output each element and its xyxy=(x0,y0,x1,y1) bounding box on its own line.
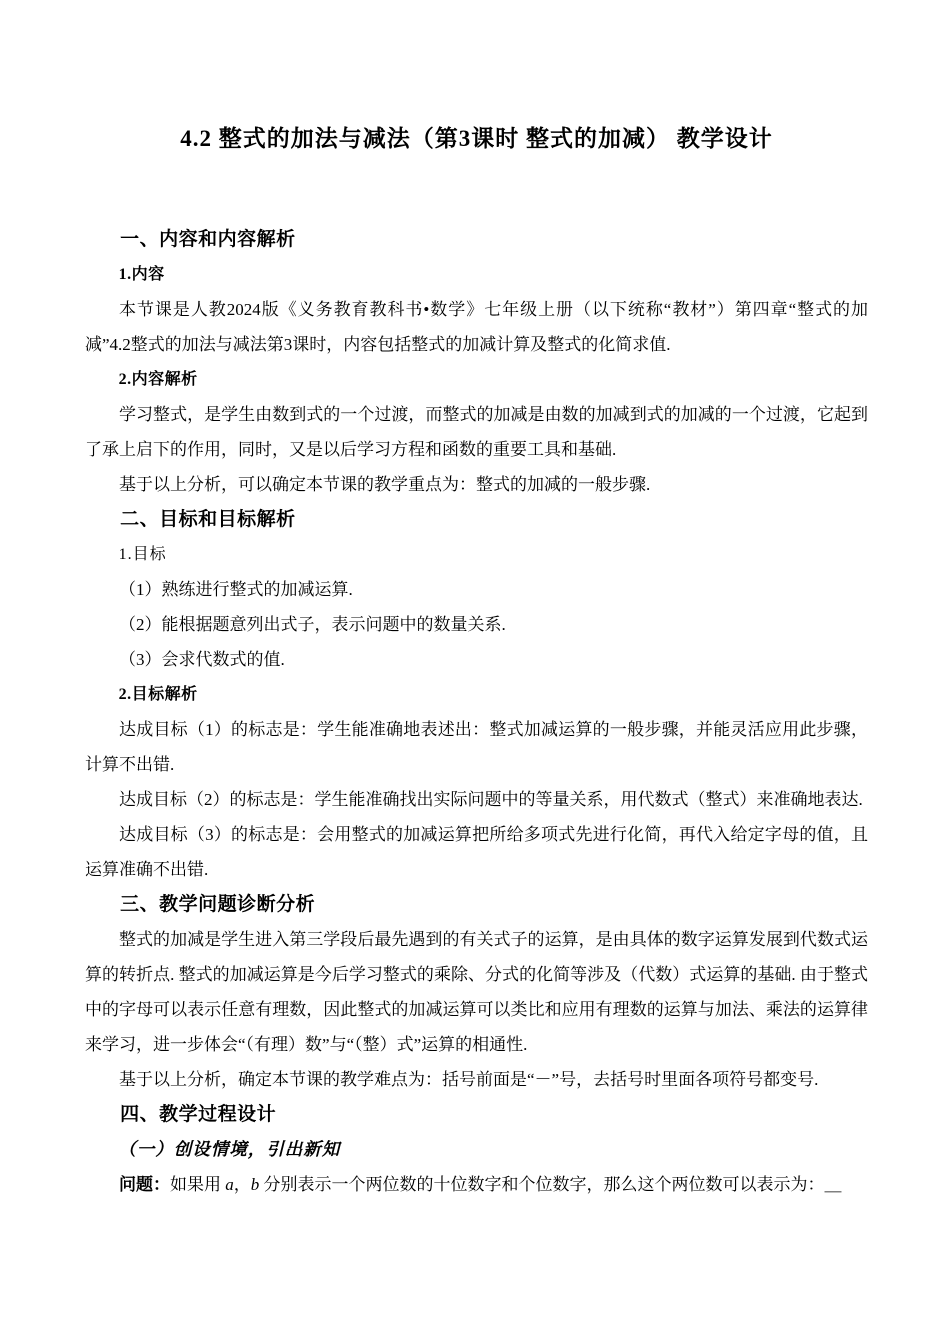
heading-section-4: 四、教学过程设计 xyxy=(120,1104,277,1125)
para-question xyxy=(85,1167,868,1202)
para-goal-analysis-2: 达成目标（2）的标志是：学生能准确找出实际问题中的等量关系，用代数式（整式）来准确地表达. xyxy=(119,790,863,809)
bold-run: 问题： xyxy=(119,1175,170,1194)
para-goal-analysis-1: 达成目标（1）的标志是：学生能准确地表述出：整式加减运算的一般步骤，并能灵活应用此步骤，计算不出错. xyxy=(85,720,868,774)
para-content: 本节课是人教2024版《义务教育教科书•数学》七年级上册（以下统称“教材”）第四章“整式的加减”4.2整式的加法与减法第3课时，内容包括整式的加减计算及整式的化简求值. xyxy=(85,300,868,354)
math-variable: b xyxy=(250,1175,260,1194)
para-difficulty: 基于以上分析，确定本节课的教学难点为：括号前面是“－”号，去括号时里面各项符号都变号. xyxy=(119,1070,819,1089)
para-analysis-1: 学习整式，是学生由数到式的一个过渡，而整式的加减是由数的加减到式的加减的一个过渡，它起到了承上启下的作用，同时，又是以后学习方程和函数的重要工具和基础. xyxy=(85,405,868,459)
heading-goals: 1.目标 xyxy=(118,546,167,563)
page-title: 4.2 整式的加法与减法（第3课时 整式的加减） 教学设计 xyxy=(180,126,773,151)
para-goal-2: （2）能根据题意列出式子，表示问题中的数量关系. xyxy=(119,615,506,634)
heading-content-analysis: 2.内容解析 xyxy=(118,371,198,388)
heading-section-3: 三、教学问题诊断分析 xyxy=(120,894,316,915)
heading-goal-analysis: 2.目标解析 xyxy=(118,686,198,703)
document-body xyxy=(85,222,868,1202)
heading-content: 1.内容 xyxy=(118,266,165,283)
heading-section-1: 一、内容和内容解析 xyxy=(120,229,296,250)
math-variable: a xyxy=(225,1175,234,1194)
heading-section-2: 二、目标和目标解析 xyxy=(120,509,296,530)
para-key-point: 基于以上分析，可以确定本节课的教学重点为：整式的加减的一般步骤. xyxy=(119,475,651,494)
para-goal-1: （1）熟练进行整式的加减运算. xyxy=(119,580,353,599)
para-goal-3: （3）会求代数式的值. xyxy=(119,650,285,669)
para-goal-analysis-3: 达成目标（3）的标志是：会用整式的加减运算把所给多项式先进行化简，再代入给定字母的值，且运算准确不出错. xyxy=(85,825,868,879)
text-run: ， xyxy=(233,1175,251,1194)
text-run: 如果用 xyxy=(170,1175,226,1194)
heading-stage-1: （一）创设情境，引出新知 xyxy=(118,1139,341,1159)
para-diagnosis: 整式的加减是学生进入第三学段后最先遇到的有关式子的运算，是由具体的数字运算发展到代数式运算的转折点. 整式的加减运算是今后学习整式的乘除、分式的化简等涉及（代数）式运算的基础. 由于整式中的字母可以表示任意有理数，因此整式的加减运算可以类比和应用有理数的运算与加法、乘法的运算律来学习，进一步体会“（有理）数”与“（整）式”运算的相通性. xyxy=(85,930,868,1054)
text-run: 分别表示一个两位数的十位数字和个位数字，那么这个两位数可以表示为：＿ xyxy=(259,1175,842,1194)
